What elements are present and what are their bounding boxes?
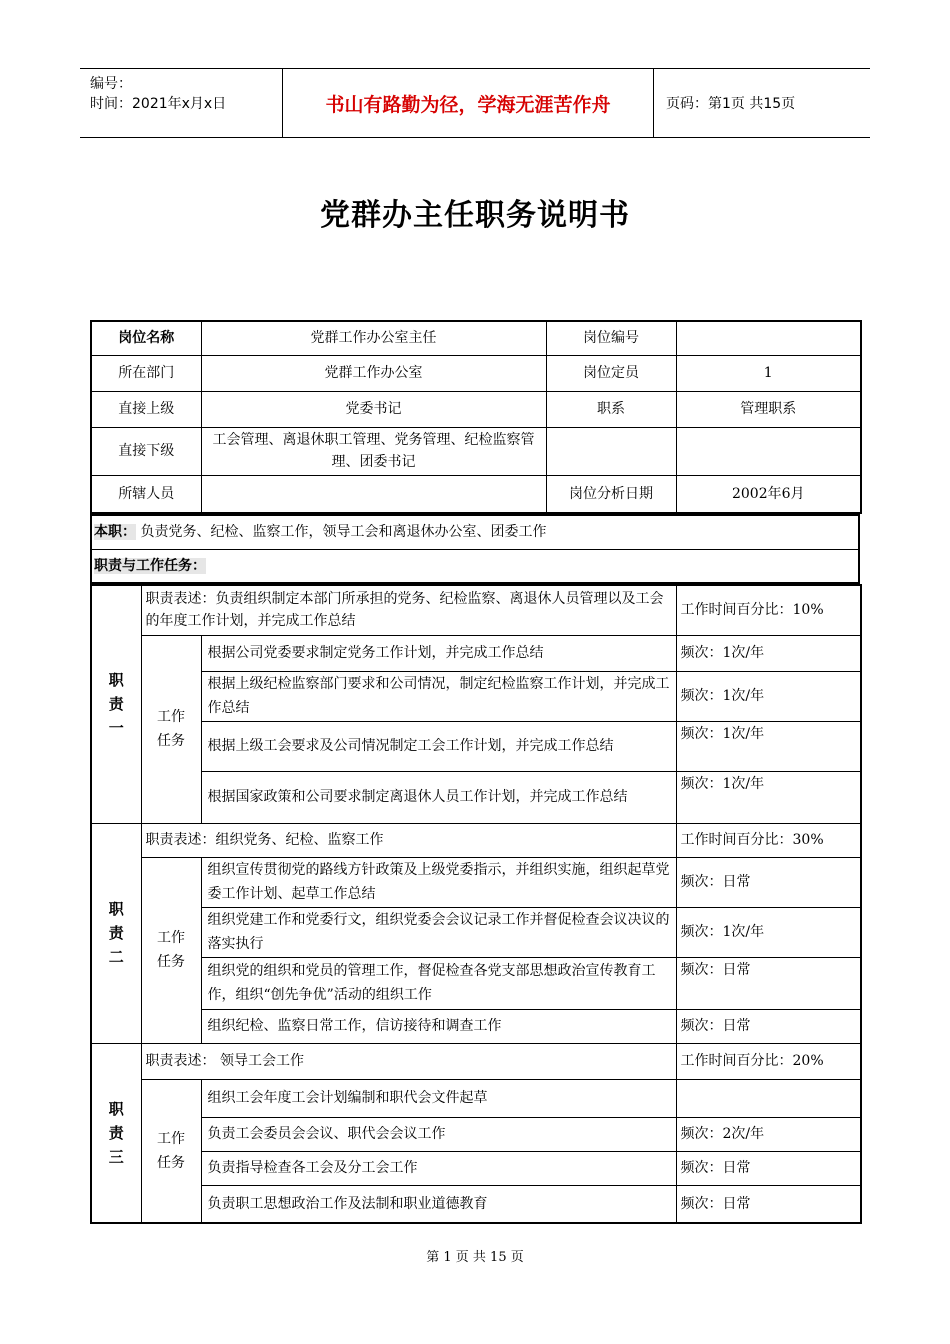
task-text: 组织党的组织和党员的管理工作，督促检查各党支部思想政治宣传教育工作，组织“创先争优”活动的组织工作 (201, 957, 676, 1009)
task-label: 工作 任务 (141, 635, 201, 823)
task-text: 负责工会委员会会议、职代会会议工作 (201, 1117, 676, 1151)
task-row (91, 771, 861, 823)
table-row (91, 549, 859, 583)
duty-statement-row (91, 1043, 861, 1079)
table-row (91, 515, 859, 549)
main-duty-cell (91, 515, 859, 549)
position-name-value: 党群工作办公室主任 (201, 321, 546, 355)
table-row (91, 355, 861, 391)
task-frequency: 频次：日常 (676, 1185, 861, 1223)
job-family-value: 管理职系 (676, 391, 861, 427)
task-frequency: 频次：1次/年 (676, 721, 861, 771)
subordinates-value: 工会管理、离退休职工管理、党务管理、纪检监察管理、团委书记 (201, 427, 546, 475)
responsibilities-heading: 职责与工作任务： (94, 557, 206, 574)
task-row (91, 635, 861, 671)
task-row (91, 957, 861, 1009)
task-text: 组织纪检、监察日常工作，信访接待和调查工作 (201, 1009, 676, 1043)
task-text: 负责职工思想政治工作及法制和职业道德教育 (201, 1185, 676, 1223)
header-page-label: 页码：第1页 共15页 (666, 96, 796, 112)
task-frequency: 频次：2次/年 (676, 1117, 861, 1151)
header-slogan: 书山有路勤为径，学海无涯苦作舟 (283, 69, 654, 137)
headcount-label: 岗位定员 (546, 355, 676, 391)
table-row (91, 391, 861, 427)
document-title: 党群办主任职务说明书 (320, 198, 630, 233)
task-frequency: 频次：1次/年 (676, 907, 861, 957)
task-row (91, 1117, 861, 1151)
responsibilities-heading-cell (91, 549, 859, 583)
task-row (91, 1151, 861, 1185)
task-row (91, 721, 861, 771)
task-text: 根据上级工会要求及公司情况制定工会工作计划，并完成工作总结 (201, 721, 676, 771)
task-text: 根据上级纪检监察部门要求和公司情况，制定纪检监察工作计划，并完成工作总结 (201, 671, 676, 721)
duty-1-statement: 职责表述：负责组织制定本部门所承担的党务、纪检监察、离退休人员管理以及工会的年度工作计划，并完成工作总结 (141, 585, 676, 635)
task-text: 组织宣传贯彻党的路线方针政策及上级党委指示，并组织实施，组织起草党委工作计划、起草工作总结 (201, 857, 676, 907)
department-label: 所在部门 (91, 355, 201, 391)
task-frequency: 频次：日常 (676, 1151, 861, 1185)
task-row (91, 857, 861, 907)
task-frequency: 频次：日常 (676, 857, 861, 907)
duty-statement-row (91, 823, 861, 857)
staff-value (201, 475, 546, 513)
empty-cell (676, 427, 861, 475)
duty-1-percent: 工作时间百分比：10% (676, 585, 861, 635)
superior-value: 党委书记 (201, 391, 546, 427)
duty-2-name: 职 责 二 (91, 823, 141, 1043)
duties-table (90, 584, 862, 1224)
subordinates-label: 直接下级 (91, 427, 201, 475)
task-row (91, 671, 861, 721)
position-code-value (676, 321, 861, 355)
duty-2-percent: 工作时间百分比：30% (676, 823, 861, 857)
page-header (80, 68, 870, 138)
analysis-date-label: 岗位分析日期 (546, 475, 676, 513)
duty-1-name: 职 责 一 (91, 585, 141, 823)
duty-statement-row (91, 585, 861, 635)
table-row (91, 427, 861, 475)
task-label: 工作 任务 (141, 1079, 201, 1223)
headcount-value: 1 (676, 355, 861, 391)
duty-2-statement: 职责表述：组织党务、纪检、监察工作 (141, 823, 676, 857)
department-value: 党群工作办公室 (201, 355, 546, 391)
task-text: 组织工会年度工会计划编制和职代会文件起草 (201, 1079, 676, 1117)
table-row (91, 475, 861, 513)
empty-cell (546, 427, 676, 475)
staff-label: 所辖人员 (91, 475, 201, 513)
main-duty-table (90, 514, 860, 584)
duty-3-name: 职 责 三 (91, 1043, 141, 1223)
task-frequency (676, 1079, 861, 1117)
task-frequency: 频次：日常 (676, 957, 861, 1009)
doc-code-label: 编号： (90, 76, 132, 92)
job-family-label: 职系 (546, 391, 676, 427)
position-info-table (90, 320, 862, 514)
task-row (91, 1079, 861, 1117)
table-row (91, 321, 861, 355)
main-duty-text: 负责党务、纪检、监察工作，领导工会和离退休办公室、团委工作 (140, 524, 547, 541)
task-row (91, 1185, 861, 1223)
duty-3-percent: 工作时间百分比：20% (676, 1043, 861, 1079)
analysis-date-value: 2002年6月 (676, 475, 861, 513)
task-row (91, 1009, 861, 1043)
page-footer: 第 1 页 共 15 页 (426, 1250, 524, 1265)
task-frequency: 频次：1次/年 (676, 671, 861, 721)
task-text: 负责指导检查各工会及分工会工作 (201, 1151, 676, 1185)
task-text: 根据国家政策和公司要求制定离退休人员工作计划，并完成工作总结 (201, 771, 676, 823)
task-text: 组织党建工作和党委行文，组织党委会会议记录工作并督促检查会议决议的落实执行 (201, 907, 676, 957)
duty-3-statement: 职责表述： 领导工会工作 (141, 1043, 676, 1079)
header-meta (80, 69, 283, 137)
main-duty-label: 本职： (94, 524, 136, 541)
position-name-label: 岗位名称 (91, 321, 201, 355)
superior-label: 直接上级 (91, 391, 201, 427)
task-frequency: 频次：1次/年 (676, 771, 861, 823)
task-text: 根据公司党委要求制定党务工作计划，并完成工作总结 (201, 635, 676, 671)
task-row (91, 907, 861, 957)
task-label: 工作 任务 (141, 857, 201, 1043)
position-code-label: 岗位编号 (546, 321, 676, 355)
task-frequency: 频次：日常 (676, 1009, 861, 1043)
doc-time-label: 时间：2021年x月x日 (90, 96, 227, 112)
task-frequency: 频次：1次/年 (676, 635, 861, 671)
